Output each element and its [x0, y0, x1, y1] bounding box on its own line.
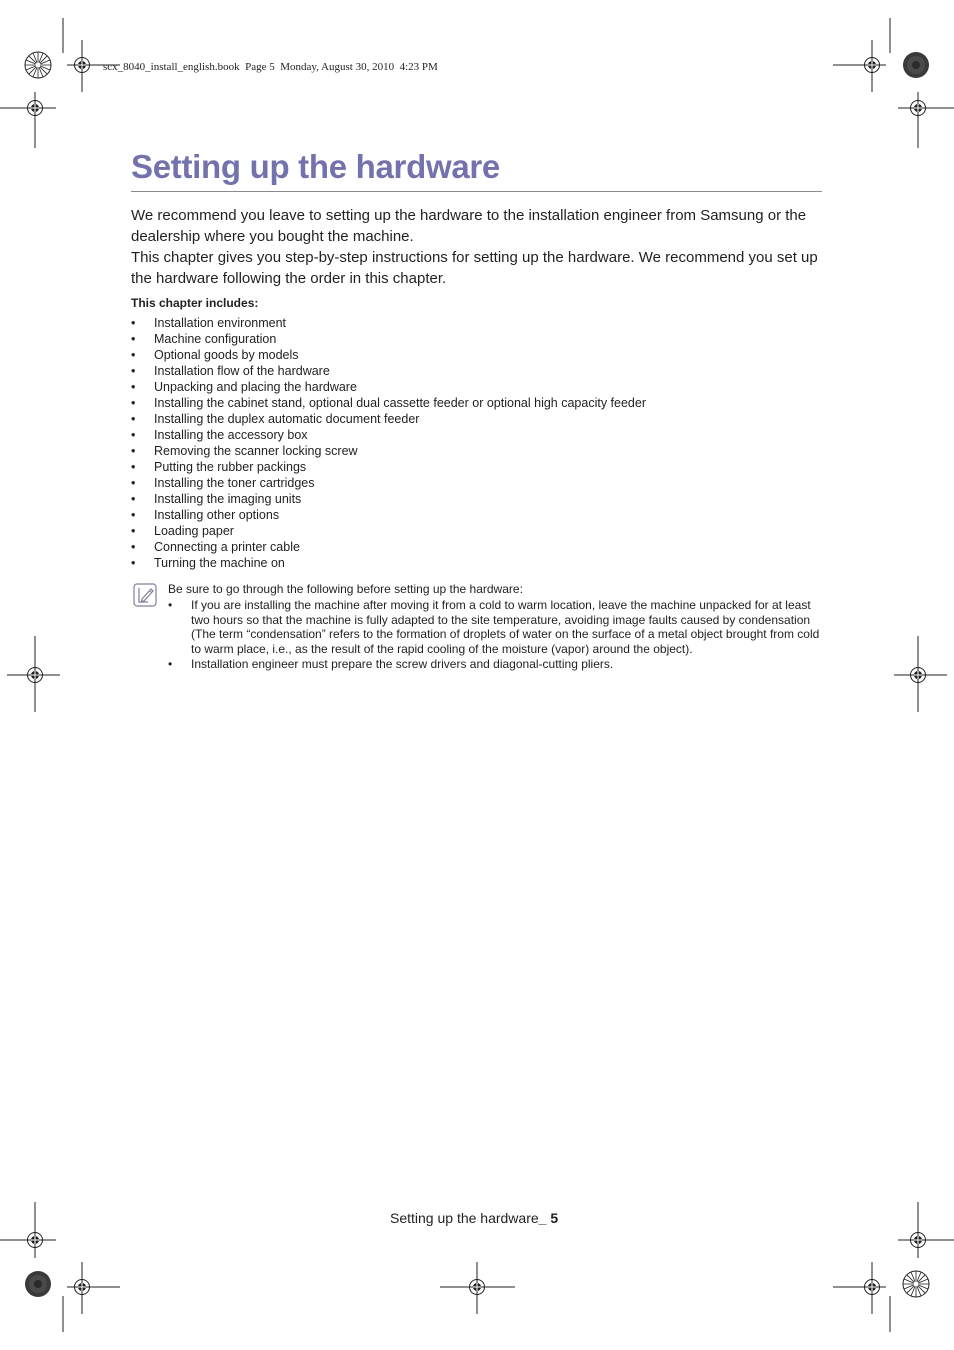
list-item-text: Putting the rubber packings: [154, 460, 307, 474]
list-item-text: Installing the accessory box: [154, 428, 308, 442]
bullet: •: [131, 332, 136, 346]
bullet: •: [131, 460, 136, 474]
chapter-contents-list: [131, 315, 646, 571]
list-item-text: Machine configuration: [154, 332, 277, 346]
list-item: [131, 379, 646, 395]
bullet: •: [131, 540, 136, 554]
list-item: [131, 459, 646, 475]
bullet: •: [131, 316, 136, 330]
list-item: [131, 523, 646, 539]
list-item: [131, 475, 646, 491]
bullet: •: [168, 598, 173, 612]
page-number: 5: [550, 1210, 559, 1226]
list-item: [131, 347, 646, 363]
bullet: •: [131, 476, 136, 490]
list-item-text: Installing other options: [154, 508, 280, 522]
footer-section-title: Setting up the hardware: [390, 1210, 539, 1226]
bullet: •: [131, 364, 136, 378]
list-item: [131, 315, 646, 331]
note-pencil-icon: [133, 583, 157, 607]
bullet: •: [131, 508, 136, 522]
note-item-text: Installation engineer must prepare the screw drivers and diagonal-cutting pliers.: [191, 657, 614, 672]
list-item: [131, 491, 646, 507]
list-item: [131, 507, 646, 523]
list-item-text: Installing the toner cartridges: [154, 476, 315, 490]
bullet: •: [131, 556, 136, 570]
bullet: •: [131, 492, 136, 506]
list-item: [131, 331, 646, 347]
page-footer: [390, 1210, 558, 1226]
list-item-text: Connecting a printer cable: [154, 540, 300, 554]
note-intro: Be sure to go through the following before setting up the hardware:: [168, 582, 523, 596]
list-item-text: Installation environment: [154, 316, 287, 330]
note-item: [168, 657, 823, 672]
list-item-text: Optional goods by models: [154, 348, 299, 362]
list-item: [131, 363, 646, 379]
list-item: [131, 427, 646, 443]
bullet: •: [131, 444, 136, 458]
list-item: [131, 411, 646, 427]
list-item: [131, 555, 646, 571]
list-item-text: Removing the scanner locking screw: [154, 444, 358, 458]
note-item: [168, 598, 823, 656]
list-item-text: Loading paper: [154, 524, 234, 538]
bullet: •: [131, 380, 136, 394]
list-item-text: Installing the cabinet stand, optional dual cassette feeder or optional high capacity feeder: [154, 396, 646, 410]
list-item: [131, 443, 646, 459]
book-info-header: scx_8040_install_english.book Page 5 Monday, August 30, 2010 4:23 PM: [103, 61, 438, 73]
bullet: •: [131, 412, 136, 426]
includes-heading: This chapter includes:: [131, 296, 259, 310]
list-item-text: Installing the duplex automatic document feeder: [154, 412, 420, 426]
bullet: •: [131, 348, 136, 362]
list-item-text: Turning the machine on: [154, 556, 285, 570]
list-item-text: Installation flow of the hardware: [154, 364, 330, 378]
page-title: Setting up the hardware: [131, 148, 500, 185]
intro-paragraph: We recommend you leave to setting up the hardware to the installation engineer from Samsung or the dealership where you bought the machine.: [131, 207, 807, 245]
list-item-text: Unpacking and placing the hardware: [154, 380, 357, 394]
note-list: [168, 598, 823, 672]
list-item: [131, 539, 646, 555]
bullet: •: [131, 524, 136, 538]
title-divider: [131, 191, 822, 192]
list-item-text: Installing the imaging units: [154, 492, 302, 506]
footer-separator: _: [538, 1210, 551, 1226]
intro-paragraph: This chapter gives you step-by-step instructions for setting up the hardware. We recommend you set up the hardware following the order in this chapter.: [131, 249, 818, 287]
note-item-text: If you are installing the machine after moving it from a cold to warm location, leave the machine unpacked for at least two hours so that the machine is fully adapted to the site temperature, avoiding image faults caused by condensation (The term “condensation” refers to the formation of droplets of water on the surface of a metal object brought from cold to warm place, i.e., as the result of the rapid cooling of the moisture (vapor) around the object).: [191, 598, 820, 656]
bullet: •: [131, 428, 136, 442]
bullet: •: [131, 396, 136, 410]
list-item: [131, 395, 646, 411]
bullet: •: [168, 657, 173, 672]
